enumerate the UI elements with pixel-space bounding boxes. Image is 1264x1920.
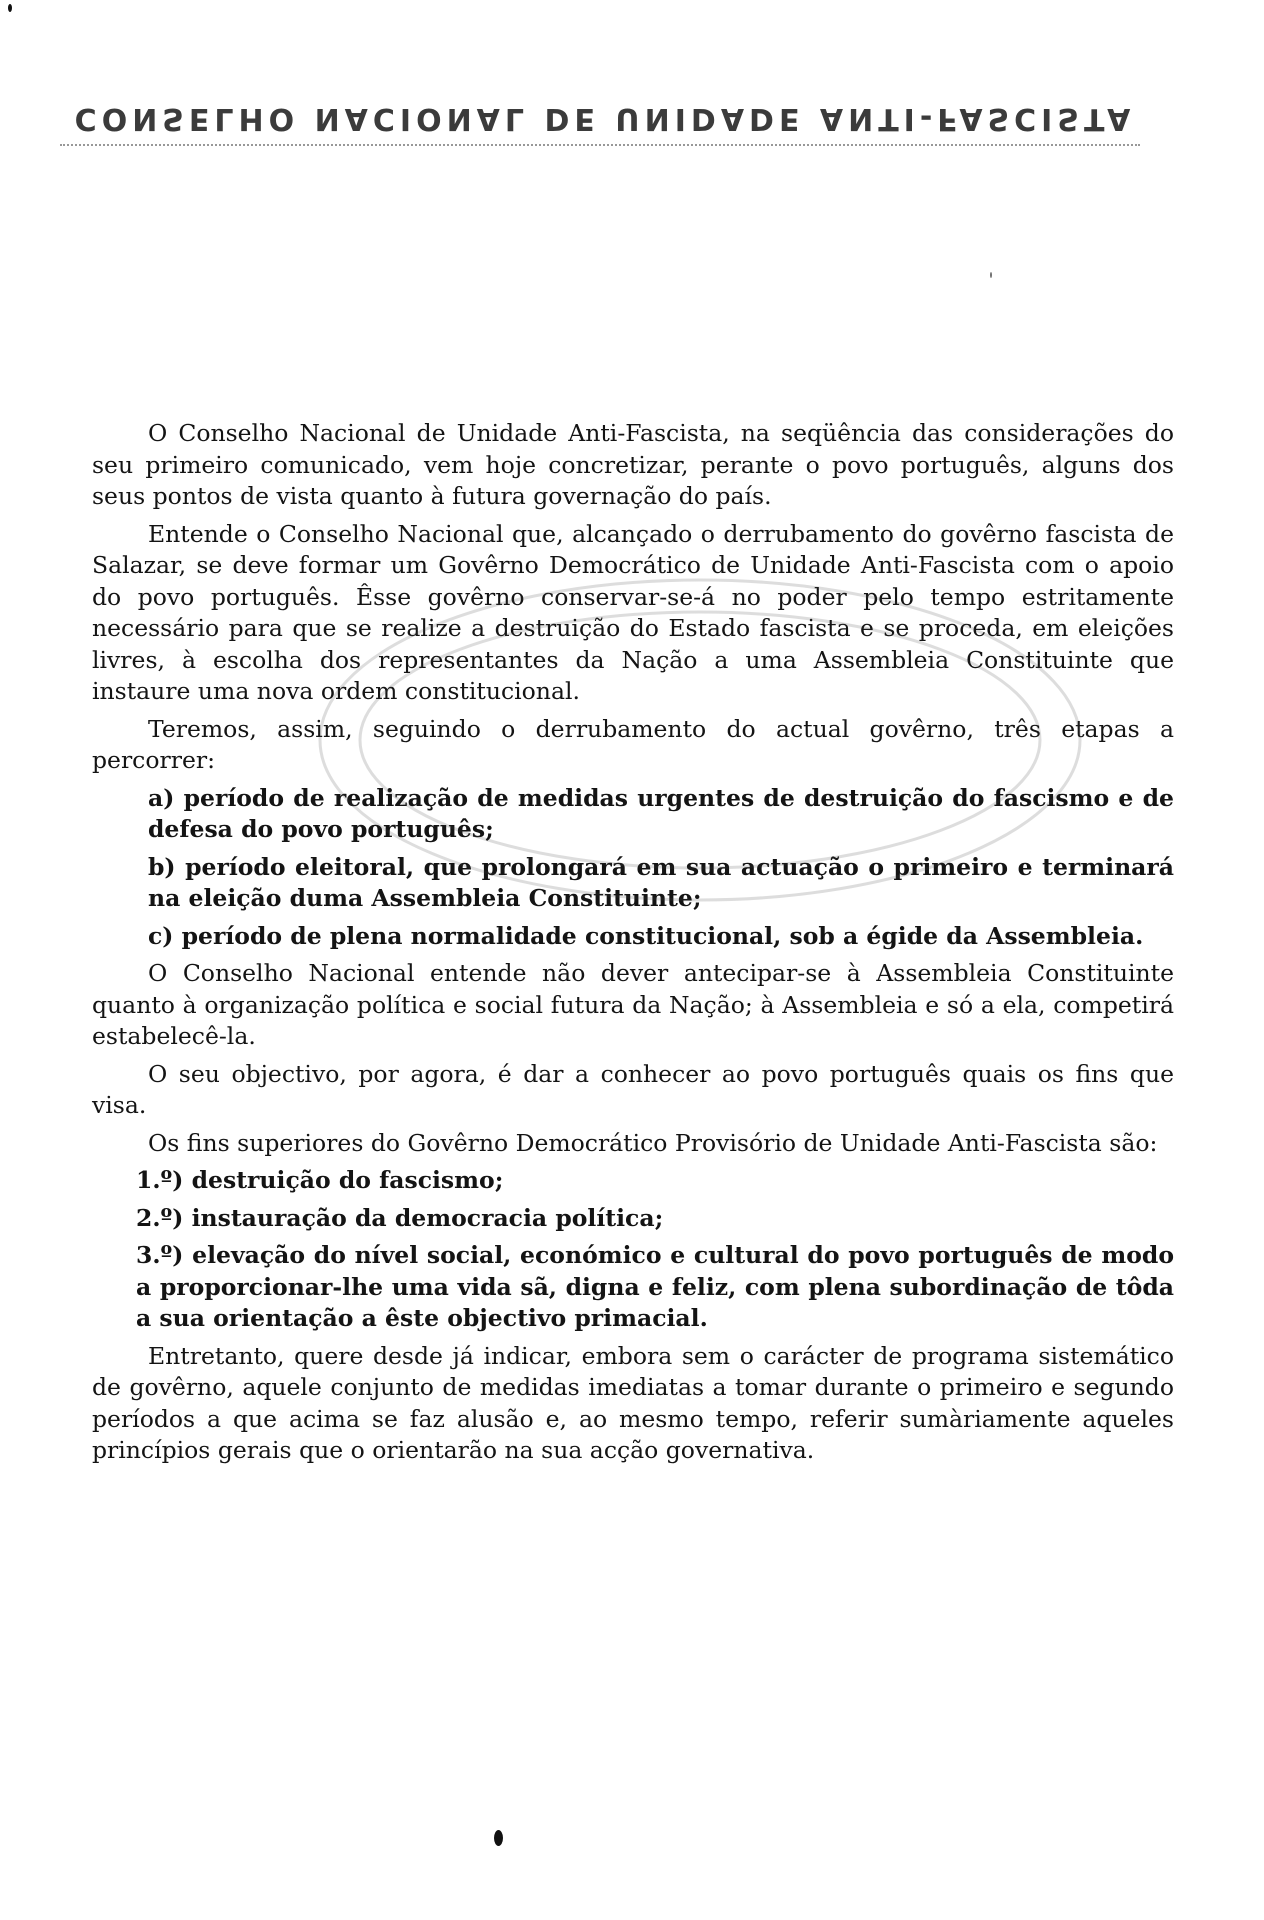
document-body [92,418,1174,1473]
scan-speck [990,272,992,278]
paragraph-intro: O Conselho Nacional de Unidade Anti-Fascista, na seqüência das considerações do seu primeiro comunicado, vem hoje concretizar, perante o povo português, alguns dos seus pontos de vista quanto à futura governação do país. [92,419,1174,510]
stage-item-a: a) período de realização de medidas urgentes de destruição do fascismo e de defesa do povo português; [148,783,1174,843]
stage-item-b: b) período eleitoral, que prolongará em sua actuação o primeiro e terminará na eleição duma Assembleia Constituinte; [148,852,1174,912]
mirrored-letterhead: CONSELHO NACIONAL DE UNIDADE ANTI-FASCISTA [74,101,1136,136]
letterhead-rule [60,144,1140,149]
paragraph-measures: Entretanto, quere desde já indicar, embora sem o carácter de programa sistemático de govêrno, aquele conjunto de medidas imediatas a tomar durante o primeiro e segundo períodos a que acima se faz alusão e, ao mesmo tempo, referir sumàriamente aqueles princípios gerais que o orientarão na sua acção governativa. [92,1341,1174,1464]
stage-item-c: c) período de plena normalidade constitucional, sob a égide da Assembleia. [148,921,1144,950]
paragraph-government: Entende o Conselho Nacional que, alcançado o derrubamento do govêrno fascista de Salazar, se deve formar um Govêrno Democrático de Unidade Anti-Fascista com o apoio do povo português. Êsse govêrno conservar-se-á no poder pelo tempo estritamente necessário para que se realize a destruição do Estado fascista e se proceda, em eleições livres, à escolha dos representantes da Nação a uma Assembleia Constituinte que instaure uma nova ordem constitucional. [92,519,1174,705]
paragraph-aims: Os fins superiores do Govêrno Democrático Provisório de Unidade Anti-Fascista são: [148,1128,1158,1157]
paragraph-stages: Teremos, assim, seguindo o derrubamento do actual govêrno, três etapas a percorrer: [92,714,1174,774]
paragraph-objective: O seu objectivo, por agora, é dar a conhecer ao povo português quais os fins que visa. [92,1059,1174,1119]
paragraph-assembly: O Conselho Nacional entende não dever antecipar-se à Assembleia Constituinte quanto à organização política e social futura da Nação; à Assembleia e só a ela, competirá estabelecê-la. [92,959,1174,1050]
ink-blot [494,1830,503,1846]
aim-item-2: 2.º) instauração da democracia política; [136,1203,664,1232]
aim-item-3: 3.º) elevação do nível social, económico e cultural do povo português de modo a proporcionar-lhe uma vida sã, digna e feliz, com plena subordinação de tôda a sua orientação a êste objectivo primacial. [136,1241,1174,1332]
scan-speck [8,4,12,12]
aim-item-1: 1.º) destruição do fascismo; [136,1166,504,1194]
